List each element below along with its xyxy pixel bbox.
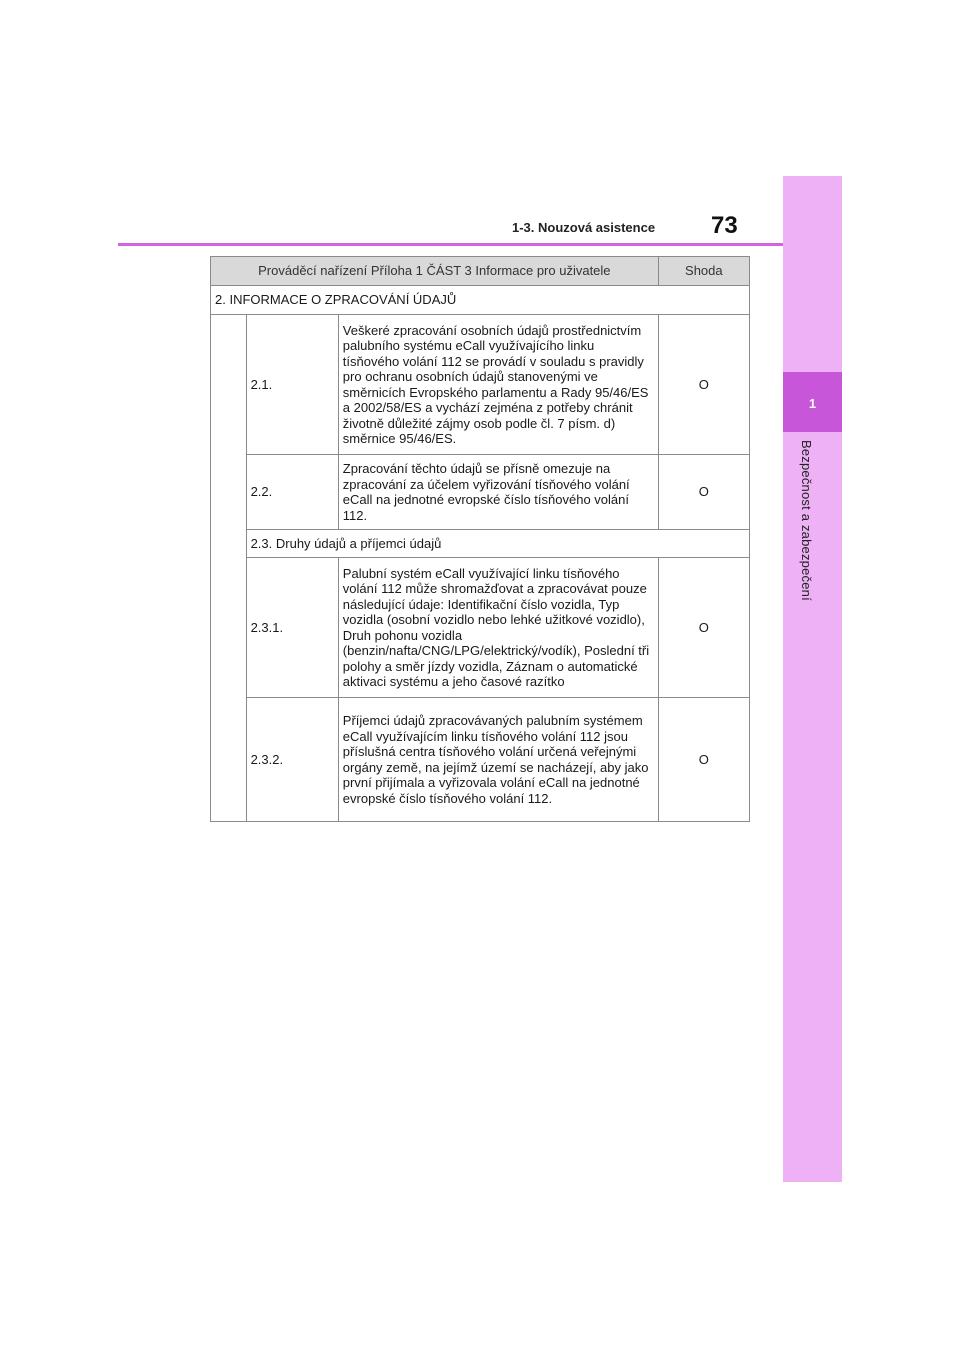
table-header-row [211, 257, 750, 286]
header-rule [118, 243, 783, 246]
row-compliance: O [658, 698, 749, 822]
section-title-2: 2. INFORMACE O ZPRACOVÁNÍ ÚDAJŮ [211, 286, 750, 315]
row-text: Zpracování těchto údajů se přísně omezuje na zpracování za účelem vyřizování tísňového volání eCall na jednotné evropské číslo tísňového volání 112. [338, 455, 658, 530]
row-number: 2.3.1. [246, 558, 338, 698]
row-number: 2.1. [246, 315, 338, 455]
row-number: 2.3.2. [246, 698, 338, 822]
row-text: Příjemci údajů zpracovávaných palubním systémem eCall využívajícím linku tísňového volání 112 jsou příslušná centra tísňového volání určená veřejnými orgány země, na jejímž území se nacházejí, aby jako první přijímala a vyřizovala volání eCall na jednotné evropské číslo tísňového volání 112. [338, 698, 658, 822]
section-title: 1-3. Nouzová asistence [512, 220, 656, 235]
chapter-side-tab [783, 176, 842, 1182]
table-row [211, 315, 750, 455]
table-row [211, 455, 750, 530]
indent-cell [211, 315, 247, 822]
row-compliance: O [658, 315, 749, 455]
chapter-number: 1 [808, 396, 817, 411]
row-text: Palubní systém eCall využívající linku tísňového volání 112 může shromažďovat a zpracovávat pouze následující údaje: Identifikační číslo vozidla, Typ vozidla (osobní vozidlo nebo lehké užitkové vozidlo), Druh pohonu vozidla (benzin/nafta/CNG/LPG/elektrický/vodík), Poslední tři polohy a směr jízdy vozidla, Záznam o automatické aktivaci systému a jeho časové razítko [338, 558, 658, 698]
header-compliance: Shoda [658, 257, 749, 286]
table-row [211, 558, 750, 698]
row-text: Veškeré zpracování osobních údajů prostřednictvím palubního systému eCall využívajícího linku tísňového volání 112 se provádí v souladu s pravidly pro ochranu osobních údajů stanovenými ve směrnicích Evropského parlamentu a Rady 95/46/ES a 2002/58/ES a vychází zejména z potřeby chránit životně důležité zájmy osob podle čl. 7 písm. d) směrnice 95/46/ES. [338, 315, 658, 455]
row-compliance: O [658, 455, 749, 530]
section-title-2-3: 2.3. Druhy údajů a příjemci údajů [246, 530, 749, 558]
chapter-title: Bezpečnost a zabezpečení [799, 440, 814, 601]
row-number: 2.2. [246, 455, 338, 530]
compliance-table [210, 256, 750, 822]
page-number: 73 [711, 212, 738, 239]
row-compliance: O [658, 558, 749, 698]
section-row [211, 286, 750, 315]
table-row [211, 698, 750, 822]
header-regulation: Prováděcí nařízení Příloha 1 ČÁST 3 Informace pro uživatele [211, 257, 659, 286]
subsection-row [211, 530, 750, 558]
